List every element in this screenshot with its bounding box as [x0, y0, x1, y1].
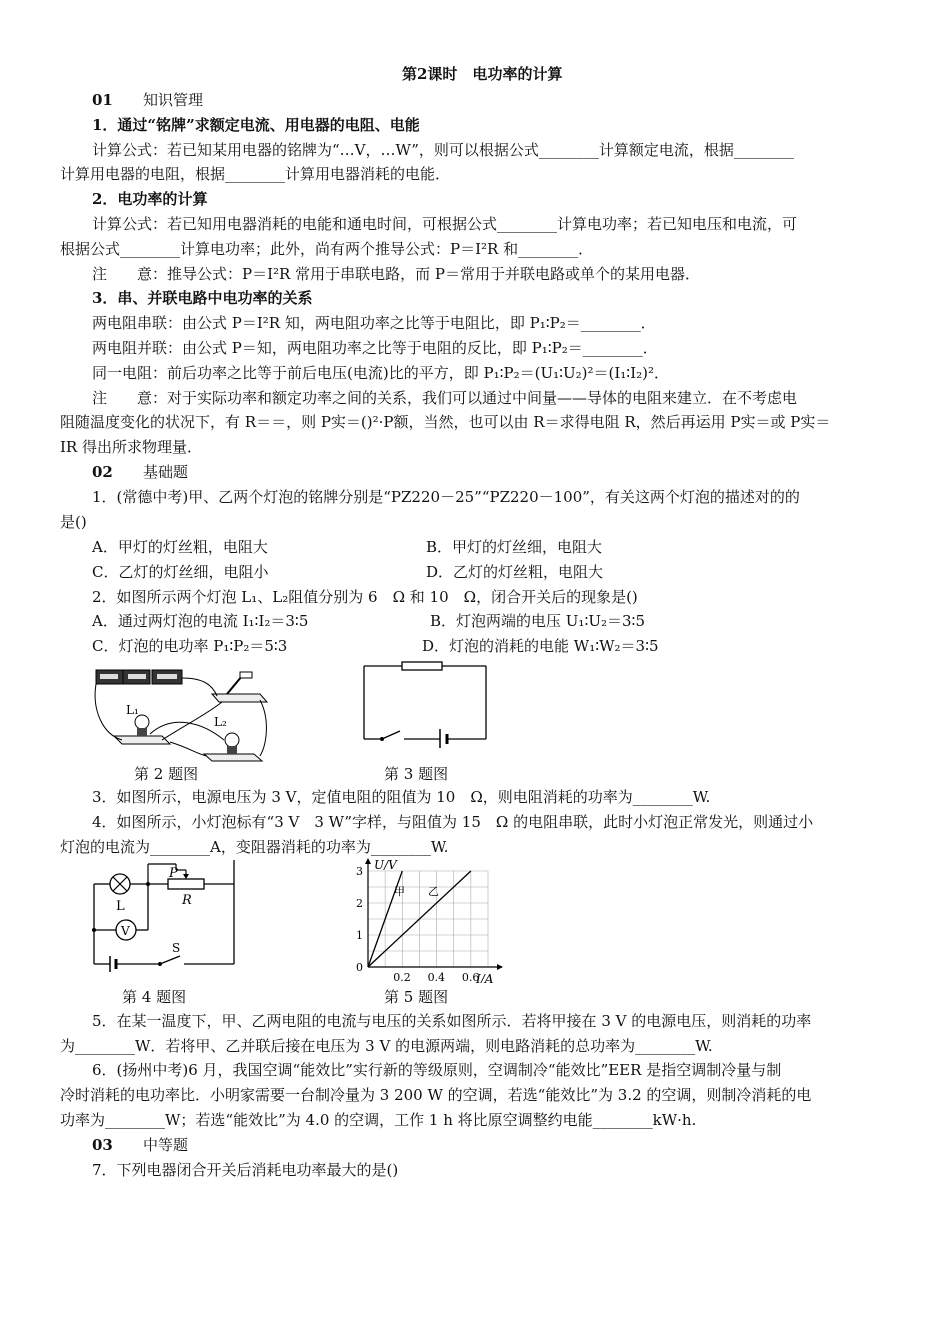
q1-option-c: C．乙灯的灯丝细，电阻小 [92, 563, 269, 581]
figure-2-caption: 第 2 题图 [134, 765, 199, 783]
figure-4-circuit [88, 860, 240, 972]
figure-5-caption: 第 5 题图 [384, 988, 449, 1006]
q1-option-b: B．甲灯的灯丝细，电阻大 [426, 538, 603, 556]
question-7: 7．下列电器闭合开关后消耗电功率最大的是() [92, 1161, 399, 1179]
q1-option-a: A．甲灯的灯丝粗，电阻大 [92, 538, 268, 556]
question-6: 冷时消耗的电功率比．小明家需要一台制冷量为 3 200 W 的空调，若选“能效比”为 3.2 的空调，则制冷消耗的电 [60, 1086, 812, 1104]
figure-3-circuit [358, 656, 494, 748]
knowledge-2-line: 计算公式：若已知用电器消耗的电能和通电时间，可根据公式________计算电功率；若已知电压和电流，可 [92, 215, 798, 233]
q2-option-a: A．通过两灯泡的电流 I₁∶I₂＝3∶5 [92, 612, 309, 630]
figure-4-label-l: L [116, 899, 125, 914]
knowledge-3-line: 同一电阻：前后功率之比等于前后电压(电流)比的平方，即 P₁∶P₂＝(U₁∶U₂)²＝(I₁∶I₂)²． [92, 364, 670, 382]
knowledge-3-heading: 3．串、并联电路中电功率的关系 [92, 289, 313, 307]
question-6: 6．(扬州中考)6 月，我国空调“能效比”实行新的等级原则，空调制冷“能效比”EER 是指空调制冷量与制 [92, 1061, 782, 1079]
question-1: 是() [60, 513, 87, 531]
knowledge-1-heading: 1．通过“铭牌”求额定电流、用电器的电阻、电能 [92, 116, 420, 134]
knowledge-3-note: 阻随温度变化的状况下，有 R＝＝，则 P实＝()²·P额，当然，也可以由 R＝求得电阻 R，然后再运用 P实＝或 P实＝ [60, 413, 831, 431]
question-2: 2．如图所示两个灯泡 L₁、L₂阻值分别为 6 Ω 和 10 Ω，闭合开关后的现象是() [92, 588, 638, 606]
y-tick-label: 1 [356, 929, 363, 942]
y-tick-label: 0 [356, 961, 363, 974]
knowledge-2-line: 根据公式________计算电功率；此外，尚有两个推导公式：P＝I²R 和________． [60, 240, 594, 258]
knowledge-1-line: 计算用电器的电阻，根据________计算用电器消耗的电能． [60, 165, 451, 183]
figure-4-label-s: S [172, 941, 181, 955]
question-5: 5．在某一温度下，甲、乙两电阻的电流与电压的关系如图所示．若将甲接在 3 V 的电源电压，则消耗的功率 [92, 1012, 812, 1030]
figure-2-label-l2: L₂ [214, 715, 227, 729]
section-02-number: 02 [92, 463, 113, 481]
q2-option-b: B．灯泡两端的电压 U₁∶U₂＝3∶5 [430, 612, 645, 630]
y-axis-label: U/V [374, 858, 397, 872]
figure-4-label-v: V [121, 924, 130, 938]
y-axis-arrow [365, 858, 371, 864]
question-1: 1．(常德中考)甲、乙两个灯泡的铭牌分别是“PZ220－25”“PZ220－100”，有关这两个灯泡的描述对的的 [92, 488, 800, 506]
y-tick-label: 2 [356, 897, 363, 910]
x-tick-label: 0.2 [393, 971, 411, 983]
figure-4-label-r: R [182, 893, 192, 908]
x-tick-label: 0.4 [427, 971, 446, 983]
figure-4-label-p: P [169, 866, 178, 881]
knowledge-3-note: IR 得出所求物理量． [60, 438, 202, 456]
q2-option-c: C．灯泡的电功率 P₁∶P₂＝5∶3 [92, 637, 288, 655]
figure-2-circuit [92, 664, 272, 762]
knowledge-3-line: 两电阻并联：由公式 P＝知，两电阻功率之比等于电阻的反比，即 P₁∶P₂＝________． [92, 339, 658, 357]
knowledge-3-note: 注 意：对于实际功率和额定功率之间的关系，我们可以通过中间量——导体的电阻来建立．在不考虑电 [92, 389, 798, 407]
series-label-jia: 甲 [394, 885, 405, 898]
question-3: 3．如图所示，电源电压为 3 V，定值电阻的阻值为 10 Ω，则电阻消耗的功率为________W. [92, 788, 711, 806]
x-axis-label: I/A [476, 972, 494, 983]
question-5: 为________W．若将甲、乙并联后接在电压为 3 V 的电源两端，则电路消耗的总功率为________W. [60, 1037, 713, 1055]
q1-option-d: D．乙灯的灯丝粗，电阻大 [426, 563, 604, 581]
knowledge-2-heading: 2．电功率的计算 [92, 190, 208, 208]
x-tick-label: 0.6 [461, 971, 480, 983]
knowledge-1-line: 计算公式：若已知某用电器的铭牌为“…V，…W”，则可以根据公式________计算额定电流，根据________ [92, 141, 794, 159]
series-label-yi: 乙 [428, 885, 439, 898]
page-title: 第2课时 电功率的计算 [402, 65, 563, 83]
section-01-number: 01 [92, 91, 113, 109]
x-axis-arrow [497, 964, 503, 970]
section-03-name: 中等题 [143, 1136, 189, 1154]
section-03-number: 03 [92, 1136, 113, 1154]
figure-2-label-l1: L₁ [126, 703, 139, 717]
y-tick-label: 3 [356, 865, 363, 878]
knowledge-2-note: 注 意：推导公式：P＝I²R 常用于串联电路，而 P＝常用于并联电路或单个的某用电器． [92, 265, 700, 283]
section-01-name: 知识管理 [143, 91, 204, 109]
figure-5-chart [350, 855, 508, 983]
figure-3-caption: 第 3 题图 [384, 765, 449, 783]
q2-option-d: D．灯泡的消耗的电能 W₁∶W₂＝3∶5 [422, 637, 659, 655]
question-4: 4．如图所示，小灯泡标有“3 V 3 W”字样，与阻值为 15 Ω 的电阻串联，此时小灯泡正常发光，则通过小 [92, 813, 814, 831]
question-4: 灯泡的电流为________A，变阻器消耗的功率为________W. [60, 838, 449, 856]
question-6: 功率为________W；若选“能效比”为 4.0 的空调，工作 1 h 将比原空调整约电能________kW·h. [60, 1111, 697, 1129]
knowledge-3-line: 两电阻串联：由公式 P＝I²R 知，两电阻功率之比等于电阻比，即 P₁∶P₂＝________． [92, 314, 656, 332]
figure-4-caption: 第 4 题图 [122, 988, 187, 1006]
chart-ticks [356, 865, 479, 983]
section-02-name: 基础题 [143, 463, 189, 481]
chart-grid [365, 858, 503, 970]
